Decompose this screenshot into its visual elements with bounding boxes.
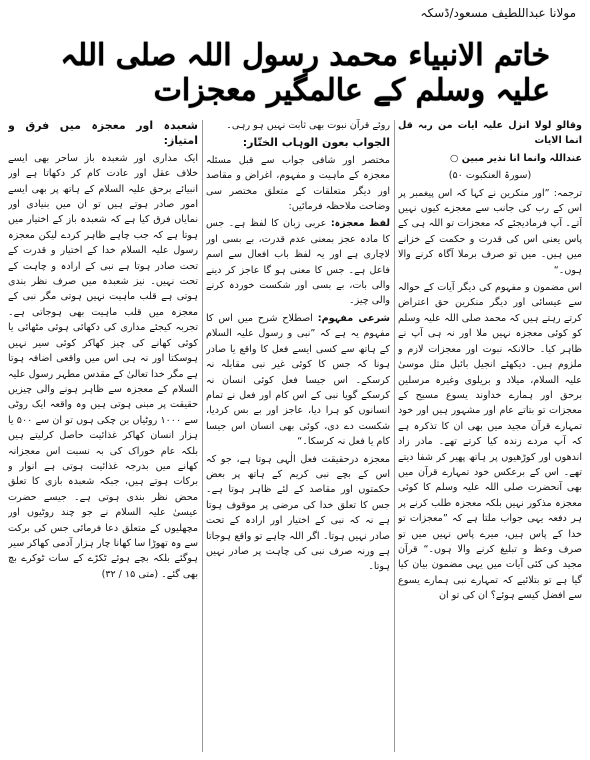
term-shari-mafhoom: شرعی مفہوم:	[317, 312, 390, 324]
mujiza-reality-paragraph: معجزہ درحقیقت فعل الٰہی ہوتا ہے، جو کہ اس کے بچے نبی کریم کے ہاتھ پر بعض حکمتوں اور مقاصد کے لئے ظاہر ہوتا ہے۔ جس کا تعلق خدا کی مرضی پر موقوف ہوتا ہے نہ کہ نبی کے اختیار اور ارادہ کے تحت صادر نہیں ہوتا۔ اگر اللہ چاہے تو واقع ہوجاتا ہے ورنہ صرف نبی کی چاہت پر صادر نہیں ہوتا۔	[206, 453, 390, 573]
term-lafz-mujiza: لفظ معجزہ:	[330, 218, 390, 230]
column-middle	[206, 118, 390, 754]
verse-reference: (سورۃ العنکبوت ۵۰)	[448, 170, 532, 182]
column-left	[8, 118, 198, 754]
article-headline: خاتم الانبیاء محمد رسول اللہ صلی اللہ علیہ وسلم کے عالمگیر معجزات	[60, 38, 550, 108]
answer-subheading: الجواب بعون الوہاب الختّار:	[242, 136, 390, 150]
verse-translation: ترجمہ: ”اور منکرین نے کہا کہ اس پیغمبر پر اس کے رب کی جانب سے معجزے کیوں نہیں آتے۔ آپ فرمادیجئے کہ معجزات تو اللہ ہی کے پاس یعنی اس کی قدرت و حکمت کے خزانے میں ہیں۔ میں تو صرف برملا آگاہ کرنے والا ہوں۔“	[398, 187, 582, 276]
definition-text: عربی زبان کا لفظ ہے۔ جس کا مادہ عجز بمعنی عدم قدرت، بے بسی اور لاچاری ہے اور یہ لفظ باب افعال سے اسم فاعل ہے۔ جس کا معنی ہو گا عاجز کر دینے والی بات، بے بسی اور شکست خوردہ کرنے والی چیز۔	[206, 218, 390, 307]
column-divider	[202, 120, 203, 752]
objection-paragraph: اس مضمون و مفہوم کی دیگر آیات کے حوالہ سے عیسائی اور دیگر منکرین حق اعتراض کرتے رہتے ہیں کہ محمد صلی اللہ علیہ وسلم کو کوئی معجزہ نہیں ملا اور نہ ہی آپ نے ظاہر کیا۔ حالانکہ نبوت اور معجزات لازم و ملزوم ہیں۔ دیکھئے انجیل بائبل مثل موسیٰ علیہ السلام، میلاد و بریلوی وغیرہ مرسلین برحق اور ہمارے خداوند یسوع مسیح کے معجزات تو بتاتے عام اور مشہور ہیں اور خود تمہارے قرآن مجید میں بھی ان کا تذکرہ ہے کہ آپ مردے زندہ کیا کرتے تھے۔ مادر زاد اندھوں اور کوڑھیوں پر ہاتھ پھیر کر شفا دیتے تھے۔ اس کے برعکس خود تمہارے قرآن میں بھی آنحضرت صلی اللہ علیہ وسلم کا کوئی معجزہ مذکور نہیں بلکہ معجزہ طلب کرنے پر ہر دفعہ یہی جواب ملتا ہے کہ ”معجزات تو خدا کے پاس ہیں، میرے پاس نہیں میں تو صرف وعظ و تبلیغ کرنے والا ہوں۔“ قرآن مجید کی کئی آیات میں یہی مضمون بیان کیا گیا ہے تو بتلائیے کہ تمہارے نبی ہمارے یسوع سے افضل کیسے ہوئے؟ ان کی تو ان	[398, 282, 582, 602]
author-byline: مولانا عبداللطیف مسعود/ڈسکہ	[420, 6, 576, 20]
shari-meaning-paragraph	[206, 311, 390, 450]
difference-paragraph: ایک مداری اور شعبدہ باز ساحر بھی ایسے خلاف عقل اور عادت کام کر دکھاتا ہے اور انبیائے برحق علیہ السلام کے ہاتھ پر بھی ایسے امور صادر ہوتے ہیں تو ان میں بنیادی اور نمایاں فرق کیا ہے کہ شعبدہ باز کے اختیار میں ہوتا ہے کہ جب چاہے ظاہر کردے لیکن معجزہ رسول علیہ السلام خدا کے اختیار و قدرت کے تحت صادر ہوتا ہے نبی کے ارادہ و چاہت کے تحت نہیں۔ نیز شعبدہ میں صرف نظر بندی ہوتی ہے قلب ماہیت نہیں ہوتی مگر نبی کے معجزہ میں قلب ماہیت بھی ہوجاتی ہے۔ تجربہ کیجئے مداری کی دکھائی ہوئی مٹھائی یا کوئی کھانے کی چیز کھاکر کوئی سیر نہیں ہوسکتا اور نہ ہی اس میں واقعی اضافہ ہوتا ہے مگر خدا تعالیٰ کے مقدس مطہر رسول علیہ السلام کے معجزہ سے ظاہر ہونے والی چیزیں حقیقت پر مبنی ہوتی ہیں وہ واقعہ ایک روٹی سے ۱۰۰۰ روٹیاں بن چکی ہوں تو ان سے ۵۰۰ یا ہزار انسان کھاکر غذائیت حاصل کرلیتے ہیں بلکہ عام خوراک کی بہ نسبت اس معجزانہ کھانے میں بدرجہ غذائیت ہوتی ہے انوار و برکات ہوتے ہیں، جبکہ شعبدہ بازی کا تعلق محض نظر بندی ہوتی ہے۔ جیسے حضرت عیسیٰ علیہ السلام نے جو چند روٹیوں اور مچھلیوں کے متعلق دعا فرمائی جس کی برکت سے وہ تھوڑا سا کھانا چار ہزار آدمی کھاکر سیر ہوگئے بلکہ بچے ہوئے ٹکڑے کے سات ٹوکرے بچ بھی گئے۔ (متی ۱۵ / ۳۲)	[8, 152, 198, 580]
answer-intro: مختصر اور شافی جواب سے قبل مسئلہ معجزہ کے ماہیت و مفہوم، اغراض و مقاصد اور دیگر متعلقات کے متعلق مختصر سی وضاحت ملاحظہ فرمائیں:	[206, 154, 390, 213]
shari-meaning-text: اصطلاح شرح میں اس کا مفہوم یہ ہے کہ ”نبی و رسول علیہ السلام کے ہاتھ سے کسی ایسے فعل کا واقع یا صادر ہونا کہ جس کا کوئی غیر نبی مقابلہ نہ کرسکے۔ اس جیسا فعل کوئی انسان نہ کرسکے گویا نبی کے اس کام اور فعل نے تمام انسانوں کو ہرا دیا، عاجز اور بے بس کردیا، شکست دے دی، کوئی بھی انسان اس جیسا کام یا فعل نہ کرسکا۔“	[206, 312, 390, 448]
definition-paragraph	[206, 216, 390, 308]
quran-verse-line-2: عنداللہ وانما انا نذیر مبین ○	[449, 152, 582, 164]
column-right	[398, 118, 582, 754]
continued-text: روئے قرآن نبوت بھی ثابت نہیں ہو رہی۔	[226, 120, 390, 131]
quran-verse-line-1: وقالو لولا انزل علیہ ایات من ربہ قل انما الایات	[398, 120, 582, 147]
column-divider	[394, 120, 395, 752]
difference-heading: شعبدہ اور معجزہ میں فرق و امتیاز:	[8, 119, 198, 148]
